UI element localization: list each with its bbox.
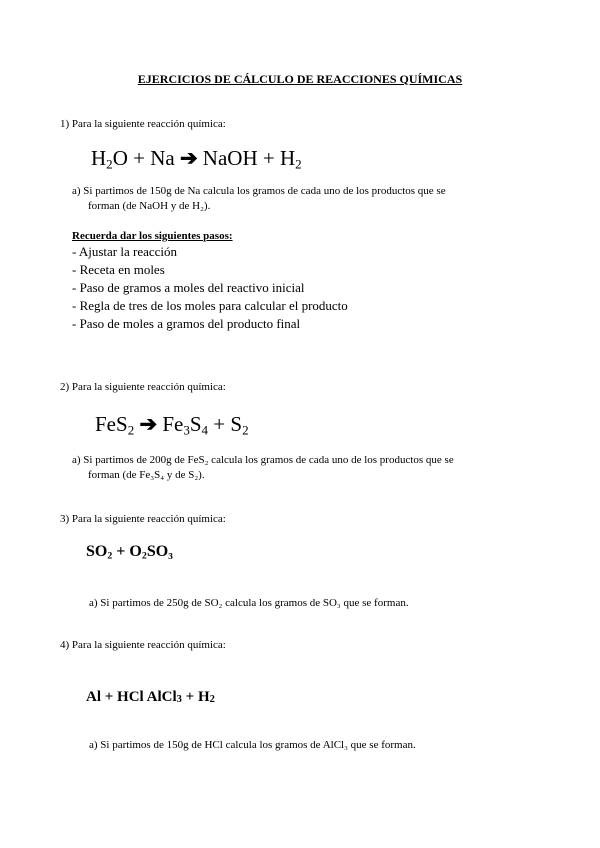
eq1-h: H [91, 146, 107, 170]
question-3-part-a: a) Si partimos de 250g de SO₂ calcula los gramos de SO₃ que se forman. [89, 597, 409, 609]
question-1-part-a [72, 184, 552, 214]
eq2-arrow-icon: ➔ [139, 412, 158, 436]
eq4-h-subscript: 2 [209, 694, 215, 706]
q2-part-a-line1: a) Si partimos de 200g de FeS₂ calcula los gramos de cada uno de los productos que se [72, 454, 454, 466]
eq1-h2-subscript: 2 [295, 156, 302, 172]
eq2-fe: Fe [157, 412, 184, 436]
eq2-fes-subscript: 2 [127, 422, 135, 438]
eq4-text: Al + HCl AlCl [86, 689, 177, 705]
question-4-part-a: a) Si partimos de 150g de HCl calcula los gramos de AlCl₃ que se forman. [89, 739, 416, 751]
eq3-o-subscript: 2 [141, 550, 147, 562]
step-item: - Paso de moles a gramos del producto final [72, 316, 301, 331]
steps-title: Recuerda dar los siguientes pasos: [72, 230, 233, 242]
eq3-so: SO [86, 543, 108, 560]
q1-part-a-line2: forman (de NaOH y de H₂). [88, 200, 211, 212]
q1-part-a-line1: a) Si partimos de 150g de Na calcula los gramos de cada uno de los productos que se [72, 185, 446, 197]
eq3-so-subscript: 2 [107, 550, 113, 562]
question-3-heading: 3) Para la siguiente reacción química: [60, 513, 226, 525]
eq1-h-subscript: 2 [106, 156, 113, 172]
eq2-s: S [189, 412, 202, 436]
q2-part-a-line2: forman (de Fe₃S₄ y de S₂). [88, 469, 205, 481]
steps-list [72, 243, 348, 333]
eq4-plus-h: + H [181, 689, 210, 705]
eq3-so3: SO₃ [146, 543, 173, 560]
eq1-naoh: NaOH + H [197, 146, 296, 170]
question-3-equation [86, 543, 173, 561]
eq2-s4-subscript: 4 [201, 422, 209, 438]
eq4-alcl-subscript: 3 [176, 694, 182, 706]
question-1-heading: 1) Para la siguiente reacción química: [60, 118, 226, 130]
step-item: - Receta en moles [72, 262, 165, 277]
question-4-heading: 4) Para la siguiente reacción química: [60, 639, 226, 651]
step-item: - Regla de tres de los moles para calcular el producto [72, 298, 348, 313]
eq2-fes: FeS [95, 412, 128, 436]
page-title: EJERCICIOS DE CÁLCULO DE REACCIONES QUÍMICAS [137, 72, 463, 86]
question-2-part-a [72, 453, 552, 483]
eq2-plus-s: + S [208, 412, 243, 436]
step-item: - Ajustar la reacción [72, 244, 178, 259]
question-2-heading: 2) Para la siguiente reacción química: [60, 381, 226, 393]
question-2-equation [95, 412, 249, 438]
eq2-fe-subscript: 3 [183, 422, 190, 438]
step-item: - Paso de gramos a moles del reactivo inicial [72, 280, 305, 295]
eq1-o-na: O + Na [112, 146, 180, 170]
question-1-equation [91, 146, 302, 172]
eq2-s2-subscript: 2 [242, 422, 249, 438]
question-4-equation [86, 689, 215, 706]
eq1-arrow-icon: ➔ [179, 146, 198, 170]
eq3-plus-o: + O [112, 543, 142, 560]
